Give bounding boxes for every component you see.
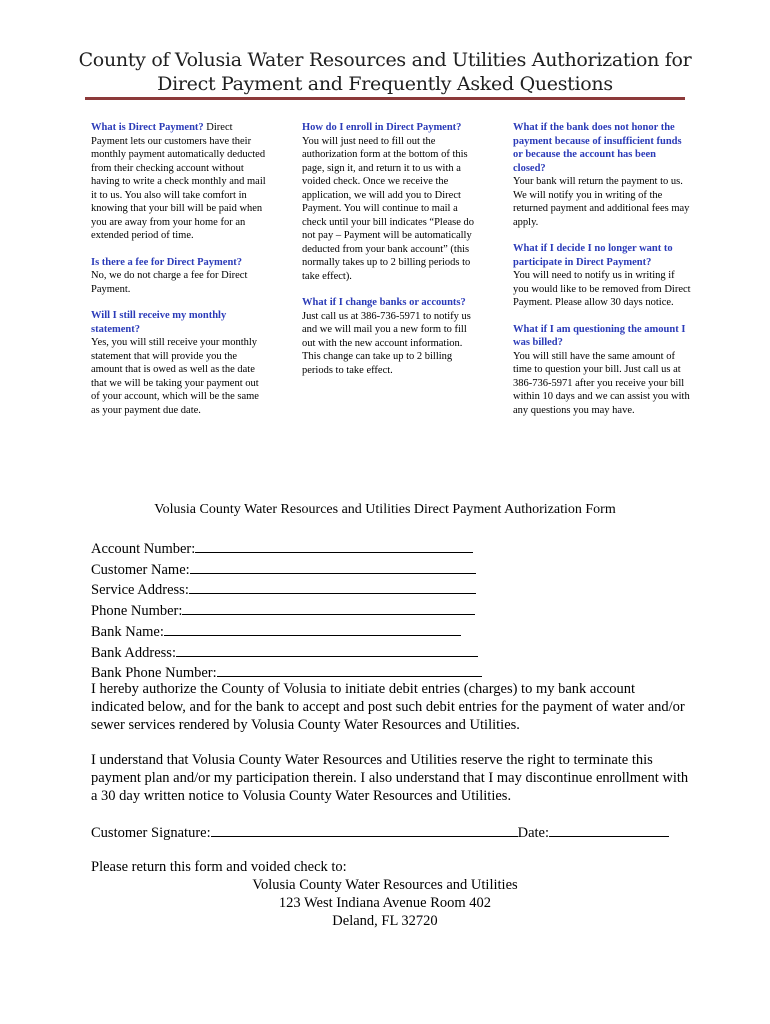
faq-question: Is there a fee for Direct Payment? (91, 256, 243, 268)
title-divider (85, 97, 685, 100)
service-address-field (91, 579, 482, 600)
phone-number-label: Phone Number: (91, 603, 183, 620)
faq-column-3 (513, 121, 691, 430)
faq-answer: You will still have the same amount of time to question your bill. Just call us at 386-736-5971 after you receive your bill within 10 days and we can assist you with any questions you may have. (513, 350, 690, 416)
faq-item (91, 121, 269, 243)
faq-item (513, 121, 691, 229)
phone-number-line[interactable] (182, 600, 475, 615)
date-line[interactable] (549, 822, 669, 837)
address-line-3: Deland, FL 32720 (332, 913, 438, 929)
address-line-2: 123 West Indiana Avenue Room 402 (278, 895, 492, 911)
termination-paragraph: I understand that Volusia County Water Resources and Utilities reserve the right to terminate this payment plan and/or my participation therein. I also understand that I may discontinue enrollment with a 30 day written notice to Volusia County Water Resources and Utilities. (91, 752, 689, 804)
faq-item (302, 296, 480, 377)
signature-label: Customer Signature: (91, 825, 211, 841)
faq-question: What if the bank does not honor the payment because of insufficient funds or because the account has been closed? (513, 122, 682, 174)
form-fields (91, 538, 482, 683)
address-line-1: Volusia County Water Resources and Utilities (252, 877, 518, 893)
service-address-label: Service Address: (91, 582, 189, 599)
faq-answer: You will need to notify us in writing if you would like to be removed from Direct Payment. Please allow 30 days notice. (513, 270, 691, 308)
faq-answer: No, we do not charge a fee for Direct Payment. (91, 270, 248, 295)
faq-column-2 (302, 121, 480, 390)
signature-line[interactable] (211, 822, 518, 837)
faq-answer: Direct Payment lets our customers have their monthly payment automatically deducted from their checking account without having to write a check monthly and mail it to us. You also will take comfort in knowing that your bill will be paid when you are away from your home for an extended period of time. (91, 122, 266, 241)
faq-question: Will I still receive my monthly statement? (91, 310, 227, 335)
faq-question: What if I am questioning the amount I was billed? (513, 323, 686, 348)
faq-item (91, 309, 269, 417)
phone-number-field (91, 600, 482, 621)
account-number-field (91, 538, 482, 559)
faq-item (91, 256, 269, 297)
faq-question: What if I decide I no longer want to participate in Direct Payment? (513, 243, 673, 268)
authorization-paragraph: I hereby authorize the County of Volusia to initiate debit entries (charges) to my bank account indicated below, and for the bank to accept and post such debit entries for the payment of water and/or sewer services rendered by Volusia County Water Resources and Utilities. (91, 681, 685, 733)
bank-address-line[interactable] (176, 642, 478, 657)
customer-name-label: Customer Name: (91, 561, 190, 578)
faq-item (302, 121, 480, 283)
return-instructions: Please return this form and voided check to: (91, 859, 347, 875)
customer-name-line[interactable] (190, 559, 476, 574)
bank-address-label: Bank Address: (91, 644, 176, 661)
form-title: Volusia County Water Resources and Utilities Direct Payment Authorization Form (154, 502, 616, 517)
bank-name-field (91, 621, 482, 642)
title-line-2: Direct Payment and Frequently Asked Questions (157, 73, 613, 95)
date-label: Date: (517, 825, 550, 841)
faq-item (513, 242, 691, 310)
customer-name-field (91, 559, 482, 580)
return-address (140, 876, 630, 930)
page-title (40, 48, 730, 96)
faq-answer: You will just need to fill out the authorization form at the bottom of this page, sign it, and return it to us with a voided check. Once we receive the application, we will add you to Direct Payment. You will continue to mail a check until your bill indicates “Please do not pay – Payment will be automatically deducted from your bank account” (this normally takes up to 2 billing periods to take effect). (302, 135, 475, 282)
faq-answer: Yes, you will still receive your monthly statement that will provide you the amount that is owed as well as the date that we will be taking your payment out of your account, which will be the same as your payment due date. (91, 337, 259, 416)
bank-name-label: Bank Name: (91, 623, 164, 640)
account-number-label: Account Number: (91, 541, 196, 557)
faq-question: How do I enroll in Direct Payment? (302, 122, 462, 133)
faq-column-1 (91, 121, 269, 430)
title-line-1: County of Volusia Water Resources and Utilities Authorization for (78, 49, 692, 71)
faq-item (513, 323, 691, 418)
signature-row (91, 822, 669, 842)
bank-phone-number-label: Bank Phone Number: (91, 665, 217, 682)
faq-question: What is Direct Payment? (91, 122, 204, 133)
service-address-line[interactable] (189, 579, 476, 594)
bank-name-line[interactable] (164, 621, 461, 636)
faq-answer: Your bank will return the payment to us. We will notify you in writing of the returned payment and additional fees may apply. (513, 176, 690, 228)
faq-answer: Just call us at 386-736-5971 to notify us and we will mail you a new form to fill out with the new account information. This change can take up to 2 billing periods to take effect. (302, 310, 471, 376)
faq-question: What if I change banks or accounts? (302, 297, 466, 308)
bank-phone-number-line[interactable] (217, 662, 482, 677)
account-number-line[interactable] (195, 538, 473, 553)
bank-address-field (91, 642, 482, 663)
